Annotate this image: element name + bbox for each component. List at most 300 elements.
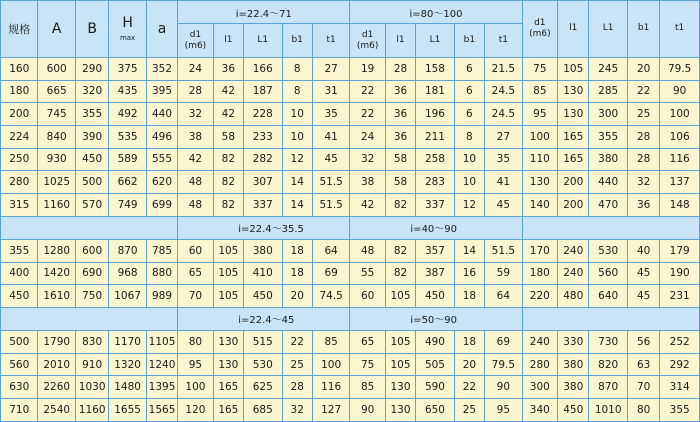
table-cell: 25 (627, 103, 659, 126)
table-cell: 148 (660, 193, 700, 216)
table-cell: 470 (589, 193, 627, 216)
table-cell: 58 (213, 125, 243, 148)
table-row (1, 80, 700, 103)
table-cell: 258 (416, 148, 454, 171)
table-cell: 1067 (109, 285, 146, 308)
table-cell: 60 (178, 239, 213, 262)
header-left-l1: l1 (213, 24, 243, 58)
table-cell: 165 (213, 399, 243, 422)
table-cell: 160 (1, 57, 38, 80)
table-cell: 55 (350, 262, 385, 285)
table-cell: 130 (213, 353, 243, 376)
table-cell: 750 (75, 285, 108, 308)
table-cell: 1030 (75, 376, 108, 399)
table-cell: 6 (454, 57, 484, 80)
table-cell: 515 (244, 331, 282, 354)
table-row (1, 171, 700, 194)
table-cell: 450 (558, 399, 589, 422)
table-cell: 58 (385, 171, 415, 194)
table-cell: 36 (385, 125, 415, 148)
table-cell: 80 (178, 331, 213, 354)
table-cell: 48 (178, 193, 213, 216)
table-cell: 82 (213, 148, 243, 171)
table-cell: 187 (244, 80, 282, 103)
table-cell: 315 (1, 193, 38, 216)
header-mid-l1: l1 (385, 24, 415, 58)
table-cell: 158 (416, 57, 454, 80)
table-cell: 380 (589, 148, 627, 171)
table-cell: 10 (454, 171, 484, 194)
table-cell: 130 (385, 399, 415, 422)
table-cell: 12 (454, 193, 484, 216)
table-cell: 18 (454, 285, 484, 308)
table-cell: 90 (485, 376, 523, 399)
table-cell: 42 (350, 193, 385, 216)
table-cell: 105 (385, 331, 415, 354)
table-cell: 105 (558, 57, 589, 80)
table-cell: 1160 (75, 399, 108, 422)
table-cell: 910 (75, 353, 108, 376)
table-cell: 252 (660, 331, 700, 354)
table-cell: 1105 (146, 331, 177, 354)
table-cell: 116 (312, 376, 350, 399)
table-cell: 1610 (38, 285, 75, 308)
table-cell: 100 (178, 376, 213, 399)
table-row (1, 148, 700, 171)
table-cell: 650 (416, 399, 454, 422)
table-cell: 10 (282, 103, 312, 126)
table-cell: 21.5 (485, 57, 523, 80)
table-cell: 355 (1, 239, 38, 262)
separator-blank (522, 216, 699, 239)
table-cell: 170 (522, 239, 557, 262)
table-cell: 1790 (38, 331, 75, 354)
table-cell: 285 (589, 80, 627, 103)
table-row (1, 285, 700, 308)
table-cell: 355 (660, 399, 700, 422)
table-cell: 337 (416, 193, 454, 216)
table-cell: 600 (75, 239, 108, 262)
header-right-d1: d1 (m6) (522, 1, 557, 58)
header-right-l1: l1 (558, 1, 589, 58)
header-mid-b1: b1 (454, 24, 484, 58)
table-cell: 165 (213, 376, 243, 399)
table-cell: 749 (109, 193, 146, 216)
table-row (1, 353, 700, 376)
table-cell: 307 (244, 171, 282, 194)
table-cell: 58 (385, 148, 415, 171)
table-cell: 200 (558, 171, 589, 194)
header-right-L1: L1 (589, 1, 627, 58)
group-range-left: i=22.4～35.5 (178, 216, 350, 239)
table-cell: 200 (1, 103, 38, 126)
table-cell: 140 (522, 193, 557, 216)
table-cell: 337 (244, 193, 282, 216)
table-cell: 51.5 (485, 239, 523, 262)
table-cell: 90 (660, 80, 700, 103)
table-cell: 35 (485, 148, 523, 171)
table-cell: 95 (485, 399, 523, 422)
table-cell: 492 (109, 103, 146, 126)
table-cell: 51.5 (312, 193, 350, 216)
table-cell: 625 (244, 376, 282, 399)
header-left-b1: b1 (282, 24, 312, 58)
table-cell: 480 (558, 285, 589, 308)
table-row (1, 57, 700, 80)
table-row (1, 331, 700, 354)
table-cell: 314 (660, 376, 700, 399)
table-cell: 120 (178, 399, 213, 422)
table-cell: 1320 (109, 353, 146, 376)
table-cell: 380 (244, 239, 282, 262)
table-cell: 20 (454, 353, 484, 376)
table-cell: 250 (1, 148, 38, 171)
separator-blank (522, 307, 699, 330)
header-left-L1: L1 (244, 24, 282, 58)
table-cell: 130 (385, 376, 415, 399)
table-cell: 560 (1, 353, 38, 376)
table-cell: 20 (627, 57, 659, 80)
group-range-mid: i=40～90 (350, 216, 522, 239)
header-mid-L1: L1 (416, 24, 454, 58)
table-cell: 390 (75, 125, 108, 148)
group-range-mid: i=50～90 (350, 307, 522, 330)
table-cell: 560 (589, 262, 627, 285)
table-cell: 42 (178, 148, 213, 171)
table-cell: 38 (350, 171, 385, 194)
table-cell: 535 (109, 125, 146, 148)
table-row (1, 239, 700, 262)
table-cell: 75 (350, 353, 385, 376)
table-cell: 18 (282, 239, 312, 262)
table-cell: 10 (454, 148, 484, 171)
table-cell: 56 (627, 331, 659, 354)
group-separator-row (1, 216, 700, 239)
table-cell: 357 (416, 239, 454, 262)
table-cell: 166 (244, 57, 282, 80)
table-cell: 930 (38, 148, 75, 171)
table-cell: 387 (416, 262, 454, 285)
table-cell: 181 (416, 80, 454, 103)
table-cell: 880 (146, 262, 177, 285)
table-cell: 190 (660, 262, 700, 285)
header-right-t1: t1 (660, 1, 700, 58)
table-cell: 69 (312, 262, 350, 285)
table-cell: 745 (38, 103, 75, 126)
table-cell: 35 (312, 103, 350, 126)
table-cell: 685 (244, 399, 282, 422)
table-cell: 240 (558, 239, 589, 262)
separator-blank (1, 216, 178, 239)
table-cell: 64 (485, 285, 523, 308)
table-cell: 450 (416, 285, 454, 308)
table-cell: 19 (350, 57, 385, 80)
table-cell: 440 (146, 103, 177, 126)
table-cell: 496 (146, 125, 177, 148)
table-cell: 228 (244, 103, 282, 126)
table-cell: 1160 (38, 193, 75, 216)
table-cell: 32 (350, 148, 385, 171)
header-spec: 规格 (1, 1, 38, 58)
table-cell: 36 (213, 57, 243, 80)
table-cell: 41 (485, 171, 523, 194)
table-cell: 79.5 (660, 57, 700, 80)
table-cell: 36 (627, 193, 659, 216)
table-cell: 410 (244, 262, 282, 285)
table-cell: 395 (146, 80, 177, 103)
table-cell: 22 (454, 376, 484, 399)
table-cell: 620 (146, 171, 177, 194)
table-cell: 830 (75, 331, 108, 354)
table-cell: 8 (282, 80, 312, 103)
table-cell: 25 (454, 399, 484, 422)
table-cell: 1170 (109, 331, 146, 354)
table-cell: 38 (178, 125, 213, 148)
table-row (1, 399, 700, 422)
table-cell: 440 (589, 171, 627, 194)
table-cell: 211 (416, 125, 454, 148)
table-cell: 730 (589, 331, 627, 354)
table-cell: 989 (146, 285, 177, 308)
table-cell: 280 (522, 353, 557, 376)
table-cell: 18 (282, 262, 312, 285)
table-cell: 105 (213, 239, 243, 262)
table-cell: 355 (589, 125, 627, 148)
header-H-label: H (122, 14, 133, 31)
table-cell: 74.5 (312, 285, 350, 308)
table-cell: 2540 (38, 399, 75, 422)
table-cell: 48 (178, 171, 213, 194)
table-cell: 130 (558, 80, 589, 103)
table-cell: 40 (627, 239, 659, 262)
table-cell: 116 (660, 148, 700, 171)
table-cell: 1420 (38, 262, 75, 285)
separator-blank (1, 307, 178, 330)
table-cell: 1565 (146, 399, 177, 422)
header-left-t1: t1 (312, 24, 350, 58)
table-cell: 36 (385, 103, 415, 126)
table-cell: 27 (312, 57, 350, 80)
table-cell: 59 (485, 262, 523, 285)
table-cell: 662 (109, 171, 146, 194)
table-cell: 450 (244, 285, 282, 308)
table-cell: 435 (109, 80, 146, 103)
table-cell: 1240 (146, 353, 177, 376)
table-cell: 165 (558, 125, 589, 148)
table-row (1, 376, 700, 399)
table-row (1, 262, 700, 285)
header-range-2: i=80～100 (350, 1, 522, 24)
table-cell: 105 (213, 262, 243, 285)
table-cell: 245 (589, 57, 627, 80)
table-cell: 283 (416, 171, 454, 194)
table-cell: 130 (558, 103, 589, 126)
table-cell: 340 (522, 399, 557, 422)
table-cell: 500 (75, 171, 108, 194)
table-cell: 85 (312, 331, 350, 354)
table-cell: 840 (38, 125, 75, 148)
table-cell: 82 (213, 193, 243, 216)
table-cell: 70 (627, 376, 659, 399)
header-range-1: i=22.4～71 (178, 1, 350, 24)
table-cell: 79.5 (485, 353, 523, 376)
table-cell: 355 (75, 103, 108, 126)
table-cell: 505 (416, 353, 454, 376)
table-cell: 32 (627, 171, 659, 194)
table-cell: 105 (385, 285, 415, 308)
table-cell: 14 (282, 171, 312, 194)
table-cell: 16 (454, 262, 484, 285)
table-cell: 95 (178, 353, 213, 376)
table-cell: 100 (522, 125, 557, 148)
table-cell: 28 (627, 125, 659, 148)
table-cell: 1480 (109, 376, 146, 399)
table-cell: 240 (558, 262, 589, 285)
table-cell: 1025 (38, 171, 75, 194)
table-cell: 231 (660, 285, 700, 308)
table-cell: 450 (1, 285, 38, 308)
table-cell: 36 (385, 80, 415, 103)
table-cell: 100 (660, 103, 700, 126)
table-cell: 968 (109, 262, 146, 285)
table-cell: 85 (350, 376, 385, 399)
table-cell: 196 (416, 103, 454, 126)
table-cell: 28 (178, 80, 213, 103)
table-cell: 24 (350, 125, 385, 148)
table-cell: 240 (522, 331, 557, 354)
table-cell: 48 (350, 239, 385, 262)
table-cell: 785 (146, 239, 177, 262)
group-separator-row (1, 307, 700, 330)
table-cell: 82 (213, 171, 243, 194)
table-cell: 180 (1, 80, 38, 103)
table-cell: 820 (589, 353, 627, 376)
table-cell: 220 (522, 285, 557, 308)
table-cell: 70 (178, 285, 213, 308)
table-cell: 45 (627, 262, 659, 285)
table-cell: 63 (627, 353, 659, 376)
table-cell: 24.5 (485, 103, 523, 126)
group-range-left: i=22.4～45 (178, 307, 350, 330)
table-cell: 80 (627, 399, 659, 422)
table-cell: 28 (627, 148, 659, 171)
table-cell: 45 (627, 285, 659, 308)
table-cell: 60 (350, 285, 385, 308)
table-cell: 22 (350, 103, 385, 126)
table-cell: 400 (1, 262, 38, 285)
header-H (109, 1, 146, 58)
table-cell: 18 (454, 331, 484, 354)
table-cell: 282 (244, 148, 282, 171)
table-cell: 82 (385, 193, 415, 216)
table-cell: 28 (385, 57, 415, 80)
table-cell: 85 (522, 80, 557, 103)
header-A: A (38, 1, 75, 58)
table-cell: 12 (282, 148, 312, 171)
table-cell: 10 (282, 125, 312, 148)
table-cell: 530 (589, 239, 627, 262)
table-cell: 1010 (589, 399, 627, 422)
table-cell: 1395 (146, 376, 177, 399)
table-cell: 710 (1, 399, 38, 422)
table-cell: 292 (660, 353, 700, 376)
table-cell: 14 (454, 239, 484, 262)
table-cell: 25 (282, 353, 312, 376)
table-cell: 64 (312, 239, 350, 262)
table-cell: 6 (454, 80, 484, 103)
table-cell: 224 (1, 125, 38, 148)
table-cell: 51.5 (312, 171, 350, 194)
table-cell: 300 (522, 376, 557, 399)
table-cell: 95 (522, 103, 557, 126)
table-cell: 105 (213, 285, 243, 308)
header-left-d1: d1 (m6) (178, 24, 213, 58)
table-cell: 630 (1, 376, 38, 399)
table-cell: 690 (75, 262, 108, 285)
table-cell: 45 (312, 148, 350, 171)
table-cell: 105 (385, 353, 415, 376)
table-cell: 106 (660, 125, 700, 148)
table-cell: 665 (38, 80, 75, 103)
table-cell: 330 (558, 331, 589, 354)
table-cell: 42 (213, 103, 243, 126)
table-cell: 130 (213, 331, 243, 354)
table-cell: 24.5 (485, 80, 523, 103)
table-cell: 490 (416, 331, 454, 354)
table-cell: 100 (312, 353, 350, 376)
table-cell: 27 (485, 125, 523, 148)
table-cell: 8 (454, 125, 484, 148)
table-row (1, 125, 700, 148)
table-cell: 200 (558, 193, 589, 216)
table-cell: 2010 (38, 353, 75, 376)
table-cell: 41 (312, 125, 350, 148)
table-cell: 555 (146, 148, 177, 171)
table-cell: 290 (75, 57, 108, 80)
table-cell: 82 (385, 239, 415, 262)
table-cell: 8 (282, 57, 312, 80)
table-cell: 32 (178, 103, 213, 126)
table-cell: 6 (454, 103, 484, 126)
header-mid-t1: t1 (485, 24, 523, 58)
table-cell: 870 (589, 376, 627, 399)
table-cell: 90 (350, 399, 385, 422)
table-cell: 1655 (109, 399, 146, 422)
table-cell: 179 (660, 239, 700, 262)
table-cell: 137 (660, 171, 700, 194)
table-cell: 127 (312, 399, 350, 422)
table-cell: 42 (213, 80, 243, 103)
table-cell: 600 (38, 57, 75, 80)
table-cell: 22 (627, 80, 659, 103)
table-cell: 699 (146, 193, 177, 216)
table-cell: 165 (558, 148, 589, 171)
table-row (1, 103, 700, 126)
table-cell: 32 (282, 399, 312, 422)
header-a: a (146, 1, 177, 58)
table-cell: 300 (589, 103, 627, 126)
header-H-sub: max (119, 33, 136, 42)
header-B: B (75, 1, 108, 58)
header-mid-d1: d1 (m6) (350, 24, 385, 58)
table-cell: 280 (1, 171, 38, 194)
table-cell: 28 (282, 376, 312, 399)
header-right-b1: b1 (627, 1, 659, 58)
table-cell: 65 (350, 331, 385, 354)
table-row (1, 193, 700, 216)
table-cell: 530 (244, 353, 282, 376)
table-cell: 380 (558, 353, 589, 376)
